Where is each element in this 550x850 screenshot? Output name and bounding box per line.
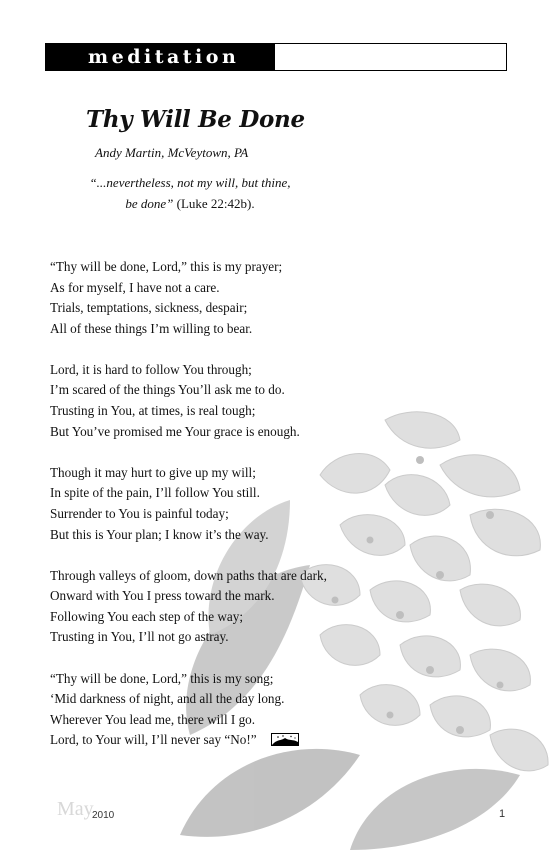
stanza-2: [50, 360, 327, 442]
end-of-article-mark-icon: [271, 733, 299, 746]
scripture-reference: (Luke 22:42b).: [173, 196, 255, 211]
poem-line: In spite of the pain, I’ll follow You still.: [50, 485, 260, 501]
poem-line: Lord, to Your will, I’ll never say “No!”: [50, 732, 257, 748]
poem-line: Onward with You I press toward the mark.: [50, 588, 275, 604]
poem-line: Trials, temptations, sickness, despair;: [50, 300, 248, 316]
section-label: meditation: [88, 46, 240, 68]
stanza-1: [50, 257, 327, 339]
section-header-box: [274, 43, 507, 71]
page-number: 1: [499, 808, 506, 820]
stanza-3: [50, 463, 327, 545]
epigraph-line-1: [40, 175, 340, 191]
poem-line: Wherever You lead me, there will I go.: [50, 711, 256, 727]
poem-line: Trusting in You, at times, is real tough;: [50, 403, 256, 419]
poem-line: Following You each step of the way;: [50, 608, 244, 624]
poem-line: “Thy will be done, Lord,” this is my prayer;: [50, 259, 283, 274]
stanza-5: [50, 669, 327, 751]
epigraph-text-1: “...nevertheless, not my will, but thine,: [89, 175, 291, 190]
poem-line: But this is Your plan; I know it’s the way.: [50, 526, 269, 542]
footer-month: May: [57, 798, 94, 820]
poem-line: I’m scared of the things You’ll ask me to do.: [50, 382, 285, 398]
poem-line: Though it may hurt to give up my will;: [50, 464, 256, 480]
poem-line: Through valleys of gloom, down paths that are dark,: [50, 567, 327, 583]
footer-year: 2010: [92, 810, 115, 821]
epigraph-line-2: [40, 196, 340, 212]
poem-line: All of these things I’m willing to bear.: [50, 320, 253, 336]
poem-line: Lord, it is hard to follow You through;: [50, 361, 252, 377]
poem-line: “Thy will be done, Lord,” this is my song;: [50, 670, 274, 686]
poem-line: As for myself, I have not a care.: [50, 279, 220, 295]
poem-body: [50, 257, 327, 771]
epigraph-text-2: be done”: [125, 196, 174, 211]
poem-line: Trusting in You, I’ll not go astray.: [50, 629, 229, 645]
poem-last-line: [50, 730, 327, 751]
poem-line: But You’ve promised me Your grace is enough.: [50, 423, 300, 439]
author-byline: Andy Martin, McVeytown, PA: [95, 145, 249, 160]
poem-line: Surrender to You is painful today;: [50, 505, 229, 521]
stanza-4: [50, 566, 327, 648]
poem-title: Thy Will Be Done: [86, 106, 305, 133]
poem-line: ‘Mid darkness of night, and all the day long.: [50, 691, 285, 707]
